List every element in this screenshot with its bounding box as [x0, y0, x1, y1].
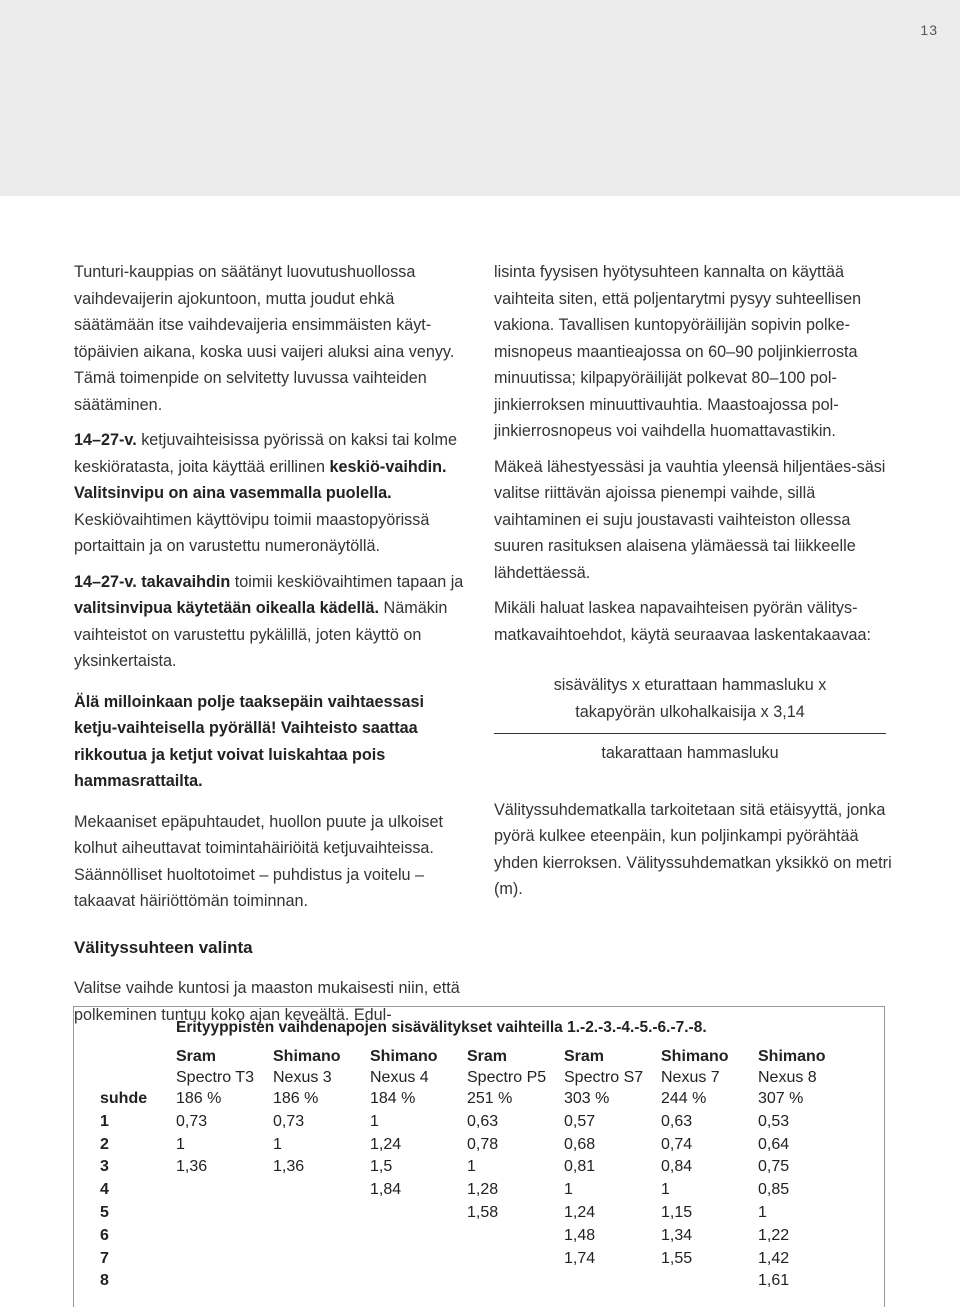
table-cell: 1 — [273, 1135, 282, 1153]
table-cell: 1 — [370, 1112, 379, 1130]
table-cell: Sram — [176, 1048, 217, 1065]
maintenance-paragraph: Mekaaniset epäpuhtaudet, huollon puute ja ulkoiset kolhut aiheuttavat toimintahäiriöitä ketjuvaihteissa. Säännölliset huoltotoimet – puhdistus ja voitelu – takaavat häiriöttömän toiminnan. — [74, 812, 443, 910]
table-cell — [273, 1248, 370, 1271]
table-row — [100, 1111, 855, 1134]
table-cell: 0,57 — [564, 1112, 596, 1130]
table-cell: 1 — [758, 1203, 767, 1221]
table-row — [100, 1202, 855, 1225]
table-cell: 1,36 — [176, 1158, 208, 1176]
suhde-row — [100, 1088, 855, 1111]
table-cell — [467, 1225, 564, 1248]
row-label: 8 — [100, 1272, 109, 1290]
header-band — [0, 0, 960, 196]
intro-paragraph: Tunturi-kauppias on säätänyt luovutushuollossa vaihdevaijerin ajokuntoon, mutta joudut ehkä säätämään itse vaihdevaijeria ensimmäisten käyt-töpäivien aikana, koska uusi vaijeri aluksi aina venyy. Tämä toimenpide on selvitetty luvussa vaihteiden säätäminen. — [74, 263, 455, 414]
table-cell: Nexus 8 — [758, 1069, 817, 1086]
table-cell — [176, 1270, 273, 1293]
row-label: 4 — [100, 1181, 109, 1199]
table-cell — [370, 1225, 467, 1248]
table-cell — [370, 1270, 467, 1293]
row-label: 2 — [100, 1135, 109, 1153]
row-label: 1 — [100, 1112, 109, 1130]
row-label: 7 — [100, 1249, 109, 1267]
table-row — [100, 1225, 855, 1248]
table-cell: 1,15 — [661, 1203, 693, 1221]
table-cell: 186 % — [273, 1090, 319, 1107]
table-cell: 0,81 — [564, 1158, 596, 1176]
table-cell: Sram — [467, 1048, 508, 1065]
table-cell — [467, 1248, 564, 1271]
table-row — [100, 1179, 855, 1202]
table-cell — [176, 1225, 273, 1248]
table-cell: 1,58 — [467, 1203, 499, 1221]
table-cell: 0,64 — [758, 1135, 790, 1153]
table-cell: 244 % — [661, 1090, 707, 1107]
table-cell: Spectro P5 — [467, 1069, 547, 1086]
table-cell: Spectro S7 — [564, 1069, 644, 1086]
row-label: 3 — [100, 1158, 109, 1176]
table-cell: 1 — [661, 1181, 670, 1199]
table-cell: Nexus 3 — [273, 1069, 332, 1086]
table-cell: Nexus 4 — [370, 1069, 429, 1086]
table-cell: 1 — [564, 1181, 573, 1199]
hills-paragraph: Mäkeä lähestyessäsi ja vauhtia yleensä hiljentäes-säsi valitse riittävän ajoissa pienempi vaihde, sillä vaihtaminen ei suju joustavasti vaihteiston ollessa suuren rasituksen alaisena ylämäessä tai liikkeelle lähdettäessä. — [494, 457, 886, 582]
table-cell: Nexus 7 — [661, 1069, 720, 1086]
table-cell — [176, 1248, 273, 1271]
table-cell — [370, 1248, 467, 1271]
warning-paragraph: Älä milloinkaan polje taaksepäin vaihtaessasi ketju-vaihteisella pyörällä! Vaihteisto saattaa rikkoutua ja ketjut voivat luiskahtaa pois hammasrattailta. — [74, 692, 424, 790]
definition-paragraph: Välityssuhdematkalla tarkoitetaan sitä etäisyyttä, jonka pyörä kulkee eteenpäin, kun poljinkampi pyörähtää yhden kierroksen. Välityssuhdematkan yksikkö on metri (m). — [494, 800, 892, 898]
row-label: 6 — [100, 1226, 109, 1244]
gear-ratio-table — [100, 1047, 855, 1293]
table-row — [100, 1156, 855, 1179]
cadence-paragraph: lisinta fyysisen hyötysuhteen kannalta on käyttää vaihteita siten, että poljentarytmi pysyy suhteellisen vakiona. Tavallisen kuntopyöräilijän sopivin polke-misnopeus maantieajossa on 60–90 poljinkierrosta minuutissa; kilpapyöräilijät polkevat 80–100 pol-jinkierroksen minuuttivauhtia. Maastoajossa pol-jinkierrosnopeus voi vaihdella huomattavastikin. — [494, 263, 862, 440]
table-cell: 184 % — [370, 1090, 416, 1107]
table-cell — [273, 1270, 370, 1293]
row-label: 5 — [100, 1203, 109, 1221]
table-cell: 0,53 — [758, 1112, 790, 1130]
table-cell: 1 — [176, 1135, 185, 1153]
formula-numerator: sisävälitys x eturattaan hammasluku x takapyörän ulkohalkaisija x 3,14 — [494, 672, 886, 734]
table-cell: 0,73 — [176, 1112, 208, 1130]
table-cell: 0,84 — [661, 1158, 693, 1176]
table-cell: 0,85 — [758, 1181, 790, 1199]
table-cell: 186 % — [176, 1090, 222, 1107]
table-cell — [273, 1225, 370, 1248]
formula-denominator: takarattaan hammasluku — [601, 744, 779, 762]
table-cell: 1 — [467, 1158, 476, 1176]
table-cell — [564, 1270, 661, 1293]
gear-formula — [494, 672, 886, 767]
table-cell: Shimano — [661, 1048, 729, 1065]
table-cell: 1,28 — [467, 1181, 499, 1199]
table-cell — [273, 1179, 370, 1202]
table-cell: 0,68 — [564, 1135, 596, 1153]
table-cell: 1,74 — [564, 1249, 596, 1267]
table-cell: 1,84 — [370, 1181, 402, 1199]
table-cell: 0,75 — [758, 1158, 790, 1176]
table-cell: Sram — [564, 1048, 605, 1065]
table-cell: 0,63 — [467, 1112, 499, 1130]
table-row — [100, 1134, 855, 1157]
row-label — [100, 1047, 176, 1067]
page-number: 13 — [920, 22, 938, 38]
table-cell — [661, 1270, 758, 1293]
rear-derailleur-paragraph: 14–27-v. takavaihdin toimii keskiövaihtimen tapaan ja valitsinvipua käytetään oikealla kädellä. Nämäkin vaihteistot on varustettu pykälillä, joten käyttö on yksinkertaista. — [74, 572, 464, 670]
table-cell: 0,78 — [467, 1135, 499, 1153]
table-cell: 1,48 — [564, 1226, 596, 1244]
table-cell: 1,5 — [370, 1158, 393, 1176]
table-cell: 1,22 — [758, 1226, 790, 1244]
table-cell: 307 % — [758, 1090, 804, 1107]
table-cell: 1,61 — [758, 1272, 790, 1290]
table-cell: 1,42 — [758, 1249, 790, 1267]
row-label: suhde — [100, 1090, 148, 1107]
table-cell: 0,74 — [661, 1135, 693, 1153]
table-cell: Shimano — [370, 1048, 438, 1065]
table-cell: Shimano — [758, 1048, 826, 1065]
table-cell — [176, 1202, 273, 1225]
table-cell — [467, 1270, 564, 1293]
table-cell: 1,55 — [661, 1249, 693, 1267]
table-cell: 1,34 — [661, 1226, 693, 1244]
brand-row — [100, 1047, 855, 1067]
gear-ratio-table-box — [73, 1006, 885, 1307]
table-row — [100, 1248, 855, 1271]
table-cell — [273, 1202, 370, 1225]
front-derailleur-paragraph: 14–27-v. ketjuvaihteisissa pyörissä on kaksi tai kolme keskiöratasta, joita käyttää erillinen keskiö-vaihdin. Valitsinvipu on aina vasemmalla puolella. Keskiövaihtimen käyttövipu toimii maastopyörissä portaittain ja on varustettu numeronäytöllä. — [74, 431, 457, 555]
table-cell — [176, 1179, 273, 1202]
table-row — [100, 1270, 855, 1293]
table-cell: 0,63 — [661, 1112, 693, 1130]
table-cell: Spectro T3 — [176, 1069, 254, 1086]
choose-gear-paragraph: Valitse vaihde kuntosi ja maaston mukaisesti niin, että polkeminen tuntuu koko ajan keveältä. Edul- — [74, 979, 460, 1024]
hub-intro-paragraph: Mikäli haluat laskea napavaihteisen pyörän välitys-matkavaihtoehdot, käytä seuraavaa laskentakaavaa: — [494, 599, 872, 644]
table-cell: 1,24 — [370, 1135, 402, 1153]
table-cell: 303 % — [564, 1090, 610, 1107]
section-heading: Välityssuhteen valinta — [74, 937, 253, 957]
right-column — [494, 259, 894, 912]
row-label — [100, 1067, 176, 1088]
table-title: Erityyppisten vaihdenapojen sisävälitykset vaihteilla 1.-2.-3.-4.-5.-6.-7.-8. — [176, 1019, 707, 1036]
table-cell: 1,24 — [564, 1203, 596, 1221]
table-cell: 0,73 — [273, 1112, 305, 1130]
table-cell — [370, 1202, 467, 1225]
table-cell: 1,36 — [273, 1158, 305, 1176]
left-column — [74, 259, 466, 1037]
model-row — [100, 1067, 855, 1088]
table-cell: Shimano — [273, 1048, 341, 1065]
table-cell: 251 % — [467, 1090, 513, 1107]
